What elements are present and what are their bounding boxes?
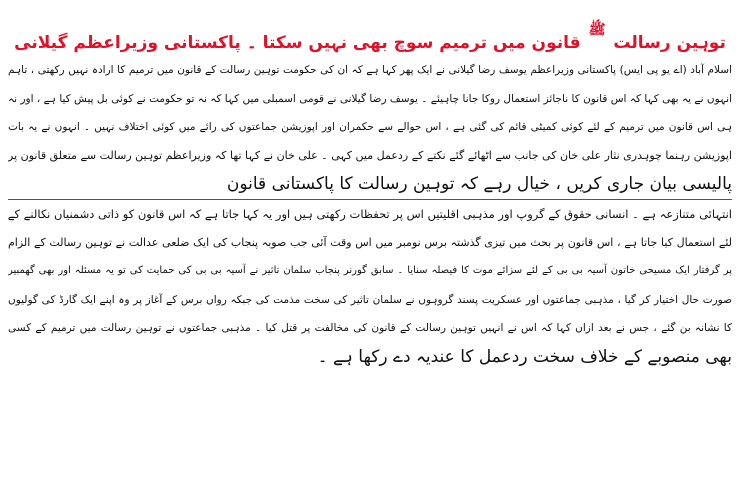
paragraph-2-line: لئے استعمال کیا جاتا ہے ، اس قانون پر بحث میں تیزی گذشتہ برس نومبر میں اس وقت آئی جب صوبہ پنجاب کی ایک ضلعی عدالت نے توہین رسالت کے الزام (8, 235, 732, 249)
paragraph-1-line: انہوں نے یہ بھی کہا کہ اس قانون کا ناجائز استعمال روکا جانا چاہیئے ۔ یوسف رضا گیلانی نے قومی اسمبلی میں کہا کہ نہ تو حکومت نے کوئی بل پیش کیا ہے ، اور نہ (8, 92, 732, 105)
paragraph-2-line: پر گرفتار ایک مسیحی خاتون آسیہ بی بی کے لئے سزائے موت کا فیصلہ سنایا ۔ سابق گورنر پنجاب سلمان تاثیر نے آسیہ بی بی کی حمایت کی تو یہ مسئلہ اور بھی گھمبیر (8, 265, 732, 277)
article-paragraph-1 (8, 56, 732, 200)
headline-text-start: توہین رسالت (613, 33, 726, 53)
paragraph-2-line: صورت حال اختیار کر گیا ، مذہبی جماعتوں اور عسکریت پسند گروہوں نے سلمان تاثیر کی سخت مذمت کی جبکہ رواں برس کے آغاز پر وہ اپنے ایک گارڈ کی گولیوں (8, 293, 732, 306)
paragraph-1-line: ہی اس قانون میں ترمیم کے لئے کوئی کمیٹی قائم کی گئی ہے ، اس حوالے سے حکمران اور اپوزیشن جماعتوں کی رائے میں کوئی اختلاف نہیں ۔ انہوں نے یہ بات (8, 121, 732, 134)
article-paragraph-2 (8, 200, 732, 372)
paragraph-1-line: اپوزیشن رہنما چوہدری نثار علی خان کی جانب سے اٹھائے گئے نکتے کے ردعمل میں کہی ۔ علی خان نے کہا تھا کہ وزیراعظم توہین رسالت سے متعلق قانون پر (8, 148, 732, 162)
article-headline (8, 4, 732, 56)
headline-text-end: قانون میں ترمیم سوچ بھی نہیں سکتا ۔ پاکستانی وزیراعظم گیلانی (14, 33, 581, 53)
paragraph-2-line: بھی منصوبے کے خلاف سخت ردعمل کا عندیہ دے رکھا ہے ۔ (317, 346, 732, 367)
paragraph-2-line: انتہائی متنازعہ ہے ۔ انسانی حقوق کے گروپ اور مذہبی اقلیتیں اس پر تحفظات رکھتی ہیں اور یہ کہا جاتا ہے کہ اس قانون کو ذاتی دشمنیاں نکالنے کے (8, 206, 732, 221)
paragraph-2-line: کا نشانہ بن گئے ، جس نے بعد ازاں کہا کہ اس نے انہیں توہین رسالت کے قانون کی مخالفت پر قتل کیا ۔ مذہبی جماعتوں نے توہین رسالت میں ترمیم کے کسی (8, 322, 732, 335)
paragraph-1-line: اسلام آباد (اے یو پی ایس) پاکستانی وزیراعظم یوسف رضا گیلانی نے ایک پھر کہا ہے کہ ان کی حکومت توہین رسالت کے قانون میں ترمیم کا ارادہ نہیں رکھتی ، تاہم (8, 64, 732, 76)
paragraph-1-line: پالیسی بیان جاری کریں ، خیال رہے کہ توہین رسالت کا پاکستانی قانون (8, 170, 732, 200)
honorific-symbol: ﷺ (588, 22, 606, 38)
